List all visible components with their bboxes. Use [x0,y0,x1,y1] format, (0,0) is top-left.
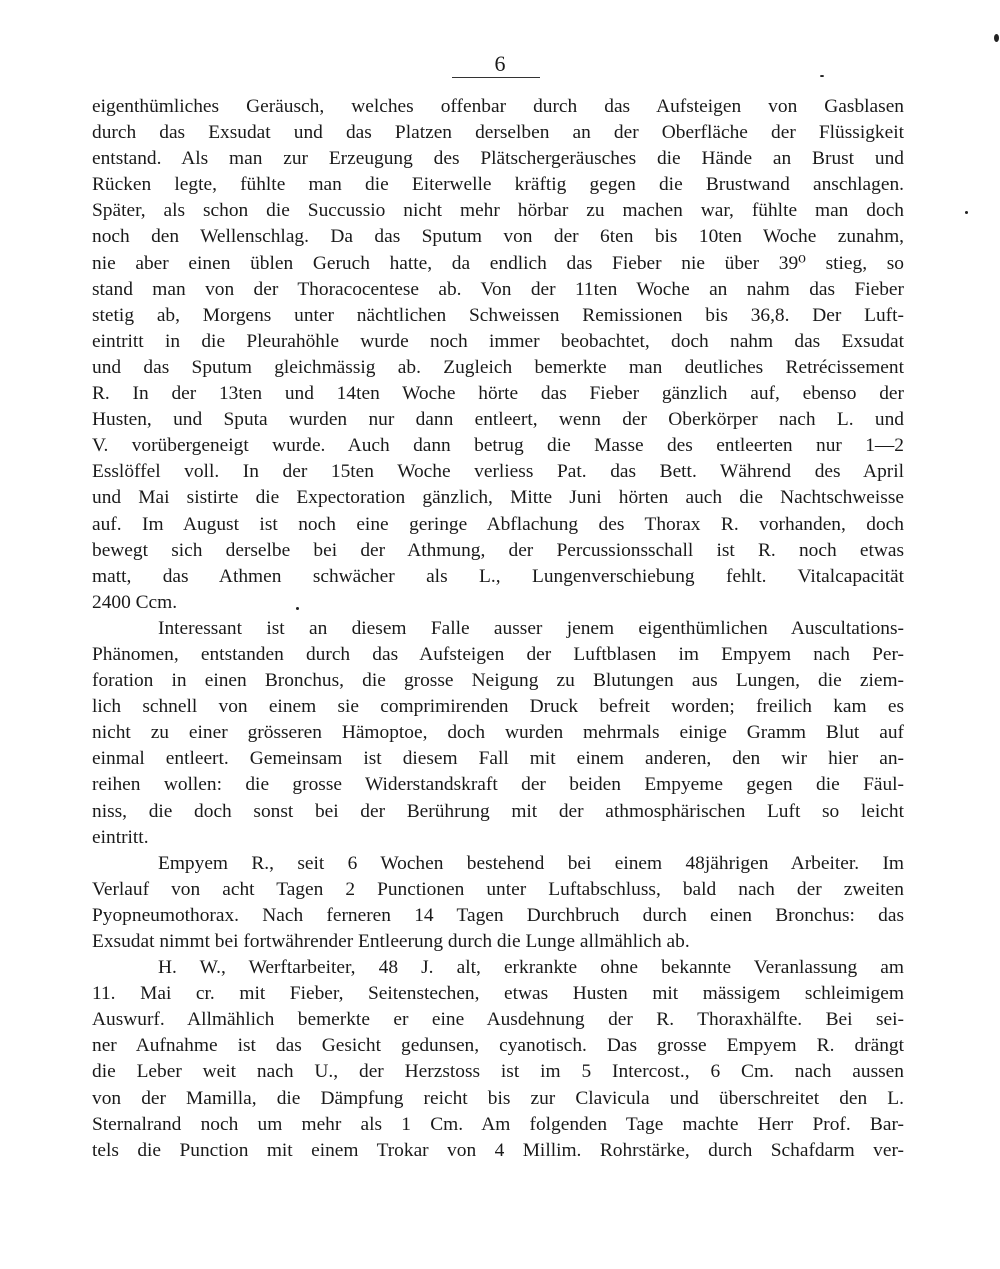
text-line: eigenthümliches Geräusch, welches offenbar durch das Aufsteigen von Gasblasen [92,96,904,117]
margin-speck [820,75,824,77]
page-number-rule [452,77,540,78]
text-line: nie aber einen üblen Geruch hatte, da endlich das Fieber nie über 39⁰ stieg, so [92,252,904,274]
page-number: 6 [494,51,506,76]
text-line: matt, das Athmen schwächer als L., Lungenverschiebung fehlt. Vitalcapacität [92,565,904,587]
text-line: und Mai sistirte die Expectoration gänzlich, Mitte Juni hörten auch die Nachtschweisse [92,487,904,509]
text-line: Verlauf von acht Tagen 2 Punctionen unter Luftabschluss, bald nach der zweiten [92,878,904,900]
text-line: Auswurf. Allmählich bemerkte er eine Ausdehnung der R. Thoraxhälfte. Bei sei- [92,1009,904,1031]
text-line: stetig ab, Morgens unter nächtlichen Schweissen Remissionen bis 36,8. Der Luft- [92,304,904,326]
text-line: Exsudat nimmt bei fortwährender Entleerung durch die Lunge allmählich ab. [92,931,690,952]
body-text [92,94,904,1164]
text-line: niss, die doch sonst bei der Berührung mit der athmosphärischen Luft so leicht [92,800,904,822]
text-line: 11. Mai cr. mit Fieber, Seitenstechen, etwas Husten mit mässigem schleimigem [92,983,904,1005]
text-line: tels die Punction mit einem Trokar von 4 Millim. Rohrstärke, durch Schafdarm ver- [92,1139,904,1161]
margin-speck [965,211,968,214]
text-line: reihen wollen: die grosse Widerstandskraft der beiden Empyeme gegen die Fäul- [92,774,904,796]
text-line: auf. Im August ist noch eine geringe Abflachung des Thorax R. vorhanden, doch [92,513,904,535]
text-line: eintritt. [92,826,149,848]
text-line: H. W., Werftarbeiter, 48 J. alt, erkrankte ohne bekannte Veranlassung am [158,957,904,979]
text-line: 2400 Ccm. [92,591,178,613]
text-line: Phänomen, entstanden durch das Aufsteigen der Luftblasen im Empyem nach Per- [92,643,904,665]
text-line: lich schnell von einem sie comprimirenden Druck befreit worden; freilich kam es [92,696,904,718]
text-line: Rücken legte, fühlte man die Eiterwelle kräftig gegen die Brustwand anschlagen. [92,174,904,196]
text-line: einmal entleert. Gemeinsam ist diesem Fall mit einem anderen, den wir hier an- [92,748,904,770]
text-line: nicht zu einer grösseren Hämoptoe, doch wurden mehrmals einige Gramm Blut auf [92,722,904,744]
text-line: Empyem R., seit 6 Wochen bestehend bei einem 48jährigen Arbeiter. Im [158,852,904,874]
text-line: foration in einen Bronchus, die grosse Neigung zu Blutungen aus Lungen, die ziem- [92,670,904,692]
text-line: Husten, und Sputa wurden nur dann entleert, wenn der Oberkörper nach L. und [92,409,904,431]
text-line: von der Mamilla, die Dämpfung reicht bis zur Clavicula und überschreitet den L. [92,1087,904,1109]
text-line: Pyopneumothorax. Nach ferneren 14 Tagen Durchbruch durch einen Bronchus: das [92,904,904,926]
text-line: durch das Exsudat und das Platzen derselben an der Oberfläche der Flüssigkeit [92,122,904,144]
text-line: und das Sputum gleichmässig ab. Zugleich bemerkte man deutliches Retrécissement [92,356,904,378]
text-line: Interessant ist an diesem Falle ausser jenem eigenthümlichen Auscultations- [158,617,904,639]
margin-speck [994,34,999,42]
text-line: bewegt sich derselbe bei der Athmung, der Percussionsschall ist R. noch etwas [92,539,904,561]
text-line: R. In der 13ten und 14ten Woche hörte das Fieber gänzlich auf, ebenso der [92,383,904,405]
text-line: die Leber weit nach U., der Herzstoss ist im 5 Intercost., 6 Cm. nach aussen [92,1061,904,1083]
text-line: entstand. Als man zur Erzeugung des Plätschergeräusches die Hände an Brust und [92,148,904,170]
text-line: Esslöffel voll. In der 15ten Woche verliess Pat. das Bett. Während des April [92,461,904,483]
margin-speck [296,607,299,610]
text-line: Sternalrand noch um mehr als 1 Cm. Am folgenden Tage machte Herr Prof. Bar- [92,1113,904,1135]
text-line: stand man von der Thoracocentese ab. Von der 11ten Woche an nahm das Fieber [92,278,904,300]
text-line: V. vorübergeneigt wurde. Auch dann betrug die Masse des entleerten nur 1—2 [92,435,904,457]
text-line: ner Aufnahme ist das Gesicht gedunsen, cyanotisch. Das grosse Empyem R. drängt [92,1035,904,1057]
text-line: noch den Wellenschlag. Da das Sputum von der 6ten bis 10ten Woche zunahm, [92,226,904,248]
text-line: Später, als schon die Succussio nicht mehr hörbar zu machen war, fühlte man doch [92,200,904,222]
text-line: eintritt in die Pleurahöhle wurde noch immer beobachtet, doch nahm das Exsudat [92,330,904,352]
